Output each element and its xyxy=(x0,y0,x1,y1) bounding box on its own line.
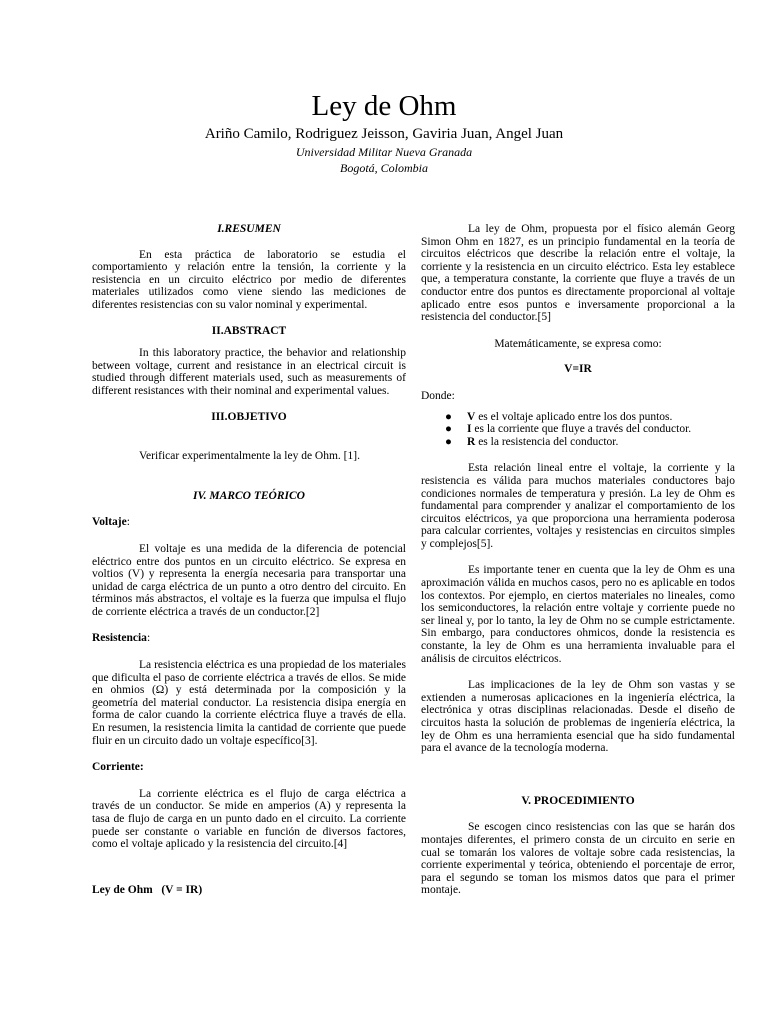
voltaje-label: Voltaje xyxy=(92,516,127,529)
donde-label: Donde: xyxy=(421,389,455,402)
resistencia-paragraph: La resistencia eléctrica es una propiedad de los materiales que dificulta el paso de corriente eléctrica a través de ellos. Se mide en ohmios (Ω) y está determinada por la composición y la geometría del material conductor. La resistencia disipa energía en forma de calor cuando la corriente eléctrica fluye a través de ella. En resumen, la resistencia limita la cantidad de corriente que puede fluir en un circuito dado un voltaje específico[3]. xyxy=(92,659,406,747)
resistencia-colon: : xyxy=(146,632,151,645)
math-intro: Matemáticamente, se expresa como: xyxy=(494,337,662,350)
subheading-resistencia xyxy=(92,632,406,645)
subheading-ley-de-ohm xyxy=(92,884,406,897)
subheading-corriente: Corriente: xyxy=(92,761,144,774)
bullet-icon: ● xyxy=(445,410,452,423)
section-heading-resumen: I.RESUMEN xyxy=(217,223,281,235)
implications-paragraph: Las implicaciones de la ley de Ohm son vastas y se extienden a numerosas aplicaciones en la ingeniería eléctrica, la electrónica y otras disciplinas relacionadas. Desde el diseño de circuitos hasta la solución de problemas de ingeniería eléctrica, la ley de Ohm es una herramienta esencial que ha sido fundamental para el avance de la tecnología moderna. xyxy=(421,679,735,755)
variable-symbol: V xyxy=(467,410,476,423)
bullet-icon: ● xyxy=(445,423,452,436)
subheading-voltaje xyxy=(92,516,406,529)
variable-description: es la resistencia del conductor. xyxy=(475,435,619,448)
corriente-paragraph: La corriente eléctrica es el flujo de carga eléctrica a través de un conductor. Se mide en amperios (A) y representa la tasa de flujo de carga en un punto dado en el circuito. La corriente puede ser constante o variable en función de diversos factores, como el voltaje aplicado y la resistencia del circuito.[4] xyxy=(92,787,406,851)
resumen-paragraph: En esta práctica de laboratorio se estudia el comportamiento y relación entre la tensión, la corriente y la resistencia en un circuito eléctrico por medio de diferentes materiales utilizados como viene siendo las mediciones de diferentes resistencias con su valor nominal y experimental. xyxy=(92,248,406,311)
location: Bogotá, Colombia xyxy=(339,161,428,175)
objetivo-paragraph: Verificar experimentalmente la ley de Ohm. [1]. xyxy=(139,450,360,463)
affiliation: Universidad Militar Nueva Granada xyxy=(295,145,473,159)
left-column xyxy=(92,223,406,896)
ley-intro-paragraph: La ley de Ohm, propuesta por el físico alemán Georg Simon Ohm en 1827, es un principio fundamental en la teoría de circuitos eléctricos que describe la relación entre el voltaje, la corriente y la resistencia en un circuito eléctrico. Esta ley establece que, a temperatura constante, la corriente que fluye a través de un conductor entre dos puntos es directamente proporcional al voltaje aplicado entre esos puntos e inversamente proporcional a la resistencia del conductor.[5] xyxy=(421,223,735,324)
list-item xyxy=(445,436,735,449)
variable-list xyxy=(421,411,735,449)
section-heading-abstract: II.ABSTRACT xyxy=(211,324,287,337)
paper-title: Ley de Ohm xyxy=(311,90,457,122)
voltaje-paragraph: El voltaje es una medida de la diferencia de potencial eléctrico entre dos puntos en un circuito eléctrico. Se expresa en voltios (V) y representa la energía necesaria para transportar una unidad de carga eléctrica de un punto a otro dentro del circuito. En términos más abstractos, el voltaje es la fuerza que impulsa el flujo de corriente eléctrica a través de un conductor.[2] xyxy=(92,542,406,618)
author-list: Ariño Camilo, Rodriguez Jeisson, Gaviria Juan, Angel Juan xyxy=(204,126,564,142)
bullet-icon: ● xyxy=(445,435,452,448)
ohm-formula: V=IR xyxy=(564,363,592,376)
procedimiento-paragraph: Se escogen cinco resistencias con las que se harán dos montajes diferentes, el primero consta de un circuito en serie en cual se tomarán los valores de voltaje sobre cada resistencias, la corriente experimental y teórica, obteniendo el porcentaje de error, para el segundo se toman los mismos datos que para el primer montaje. xyxy=(421,821,735,897)
list-item xyxy=(445,411,735,424)
ley-label: Ley de Ohm xyxy=(92,883,153,896)
resistencia-label: Resistencia xyxy=(92,632,147,645)
linear-relation-paragraph: Esta relación lineal entre el voltaje, la corriente y la resistencia es válida para muchos materiales conductores bajo condiciones normales de temperatura y presión. La ley de Ohm es fundamental para comprender y analizar el comportamiento de los circuitos eléctricos, ya que proporciona una herramienta poderosa para calcular corrientes, voltajes y resistencias en circuitos simples y complejos[5]. xyxy=(421,462,735,550)
abstract-paragraph: In this laboratory practice, the behavior and relationship between voltage, current and resistance in an electrical circuit is studied through different materials used, such as measurements of different resistances with their nominal and experimental values. xyxy=(92,347,406,397)
variable-description: es la corriente que fluye a través del conductor. xyxy=(471,423,692,436)
approximation-paragraph: Es importante tener en cuenta que la ley de Ohm es una aproximación válida en muchos casos, pero no es aplicable en todos los contextos. Por ejemplo, en ciertos materiales no lineales, como los semiconductores, la relación entre voltaje y corriente puede no ser lineal y, por lo tanto, la ley de Ohm no se cumple estrictamente. Sin embargo, para conductores ohmicos, donde la resistencia es constante, la ley de Ohm es una herramienta invaluable para el análisis de circuitos eléctricos. xyxy=(421,564,735,665)
section-heading-objetivo: III.OBJETIVO xyxy=(211,410,287,423)
voltaje-colon: : xyxy=(126,516,130,529)
section-heading-marco-teorico: IV. MARCO TEÓRICO xyxy=(193,489,305,502)
variable-symbol: R xyxy=(467,435,476,448)
ley-formula: (V = IR) xyxy=(161,883,203,896)
section-heading-procedimiento: V. PROCEDIMIENTO xyxy=(521,794,635,807)
right-column xyxy=(421,223,735,897)
variable-symbol: I xyxy=(467,423,472,436)
variable-description: es el voltaje aplicado entre los dos puntos. xyxy=(475,410,673,423)
list-item xyxy=(445,423,735,436)
